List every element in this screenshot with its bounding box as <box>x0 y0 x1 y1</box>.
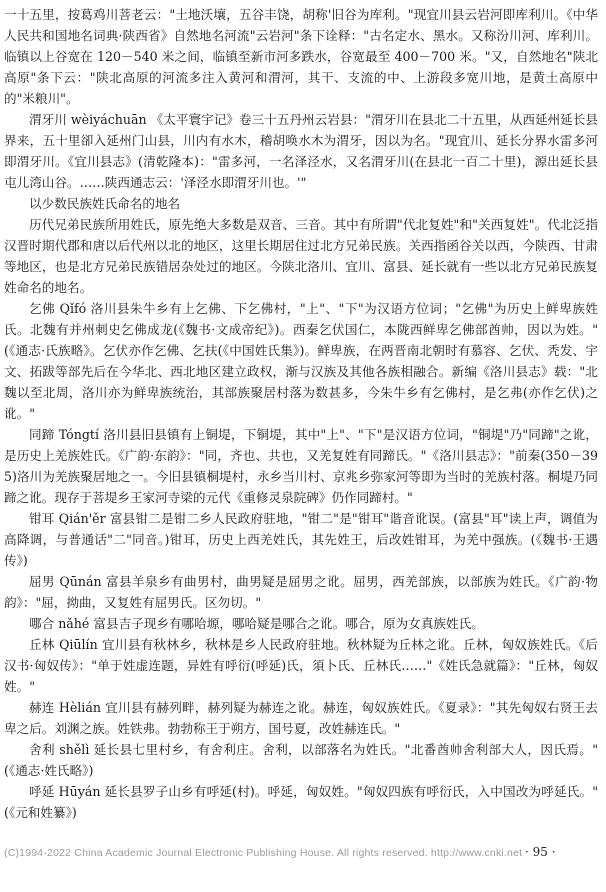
paragraph-helian: 赫连 Hèlián 宜川县有赫列畔，赫列疑为赫连之讹。赫连，匈奴族姓氏。《夏录》："其先匈奴右贤王去卑之后。刘渊之族。姓铁弗。勃勃称王于朔方，国号夏，改姓赫连氏。" <box>4 700 598 736</box>
paragraph-huyan: 呼延 Hūyán 延长县罗子山乡有呼延(村)。呼延，匈奴姓。"匈奴四族有呼衍氏，入中国改为呼延氏。"(《元和姓纂》) <box>4 784 598 820</box>
paragraph-tongti: 同蹄 Tóngtí 洛川县旧县镇有上铜堤，下铜堤，其中"上"、"下"是汉语方位词，"铜堤"乃"同蹄"之讹，是历史上羌族姓氏。《广韵·东韵》："同，齐也、共也，又羌复姓有同蹄氏。"《洛川县志》："前秦(350－395)洛川为羌族聚居地之一。今旧县镇桐堤村，永乡当川村、京兆乡弥家河等即为当时的羌族村落。桐堤乃同蹄之讹。现存于菩堤乡王家河寺梁的元代《重修灵泉院碑》仍作同蹄村。" <box>4 427 598 505</box>
paragraph-qifo: 乞佛 Qǐfó 洛川县朱牛乡有上乞佛、下乞佛村，"上"、"下"为汉语方位词；"乞佛"为历史上鲜卑族姓氏。北魏有并州刺史乞佛成龙(《魏书·文成帝纪》)。西秦乞伏国仁，本陇西鲜卑乞佛部酋帅，因以为姓。"(《通志·氏族略》。乞伏亦作乞佛、乞扶(《中国姓氏集》)。鲜卑族，在两晋南北朝时有慕容、乞伏、秃发、宇文、拓跋等部先后在今华北、西北地区建立政权，渐与汉族及其他各族相融合。新编《洛川县志》载："北魏以至北周，洛川亦为鲜卑族统治，其部族聚居村落为数甚多，今朱牛乡有乞佛村，是乞弗(亦作乞伏)之讹。" <box>4 301 598 421</box>
paragraph-intro-surnames: 历代兄弟民族所用姓氏，原先绝大多数是双音、三音。其中有所谓"代北复姓"和"关西复姓"。代北泛指汉晋时期代郡和唐以后代州以北的地区，这里长期居住过北方兄弟民族。关西指函谷关以西，今陕西、甘肃等地区，也是北方兄弟民族错居杂处过的地区。今陕北洛川、宜川、富县、延长就有一些以北方兄弟民族复姓命名的地名。 <box>4 217 598 295</box>
document-body <box>4 4 598 823</box>
copyright-footer: (C)1994-2022 China Academic Journal Electronic Publishing House. All rights reserved. http://www.cnki.net <box>4 847 523 859</box>
paragraph-weiyachuan: 渭牙川 wèiyáchuān 《太平寰宇记》卷三十五丹州云岩县："渭牙川在县北二十五里，从西延州延长县界来，五十里卻入延州门山县，川内有水木，稽胡唤水木为渭牙，因以为名。"现宜川、延长分界水雷多河即渭牙川。《宜川县志》(清乾隆本)："雷多河，一名泽泾水，又名渭牙川(在县北一百二十里)，源出延长县屯儿湾山谷。……陕西通志云：'泽泾水即渭牙川也。'" <box>4 112 598 190</box>
paragraph-continuation: 一十五里，按葛鸡川菩老云："土地沃壤，五谷丰饶，胡称'旧谷为库利。"现宜川县云岩河即库利川。《中华人民共和国地名词典·陕西省》自然地名河流"云岩河"条下诠释："古名定水、黑水。又称汾川河、库利川。临镇以上谷宽在 120－540 米之间，临镇至新市河多跌水，谷宽最至 400－700 米。"又，自然地名"陕北高原"条下云："陕北高原的河流多注入黄河和渭河，其干、支流的中、上游段多宽川地，是黄土高原中的"米粮川"。 <box>4 7 598 106</box>
paragraph-qiulin: 丘林 Qiūlín 宜川县有秋林乡，秋林是乡人民政府驻地。秋林疑为丘林之讹。丘林，匈奴族姓氏。《后汉书·匈奴传》："单于姓虚连题，异姓有呼衍(呼延)氏，須卜氏、丘林氏……"《姓氏急就篇》："丘林，匈奴姓。" <box>4 637 598 694</box>
page-number: · 95 · <box>522 845 559 859</box>
section-heading: 以少数民族姓氏命名的地名 <box>29 196 181 211</box>
paragraph-qianer: 钳耳 Qián'ěr 富县钳二是钳二乡人民政府驻地，"钳二"是"钳耳"谐音讹误。(富县"耳"读上声，调值为高降调，与普通话"二"同音。)钳耳，历史上西羌姓氏，其先姓王，后改姓钳耳，为羌中强族。(《魏书·王遇传》) <box>4 511 598 568</box>
paragraph-nahe: 哪合 nǎhé 富县吉子现乡有哪哈塬，哪哈疑是哪合之讹。哪合，原为女真族姓氏。 <box>29 616 484 631</box>
paragraph-qunan: 屈男 Qūnán 富县羊泉乡有曲男村，曲男疑是屈男之讹。屈男，西羌部族，以部族为姓氏。《广韵·物韵》："屈，拗曲，又复姓有屈男氏。区勿切。" <box>4 574 598 610</box>
paragraph-sheli: 舍利 shělì 延长县七里村乡，有舍利庄。舍利，以部落名为姓氏。"北番酋帅舍利部大人，因氏焉。"(《通志·姓氏略》) <box>4 742 598 778</box>
